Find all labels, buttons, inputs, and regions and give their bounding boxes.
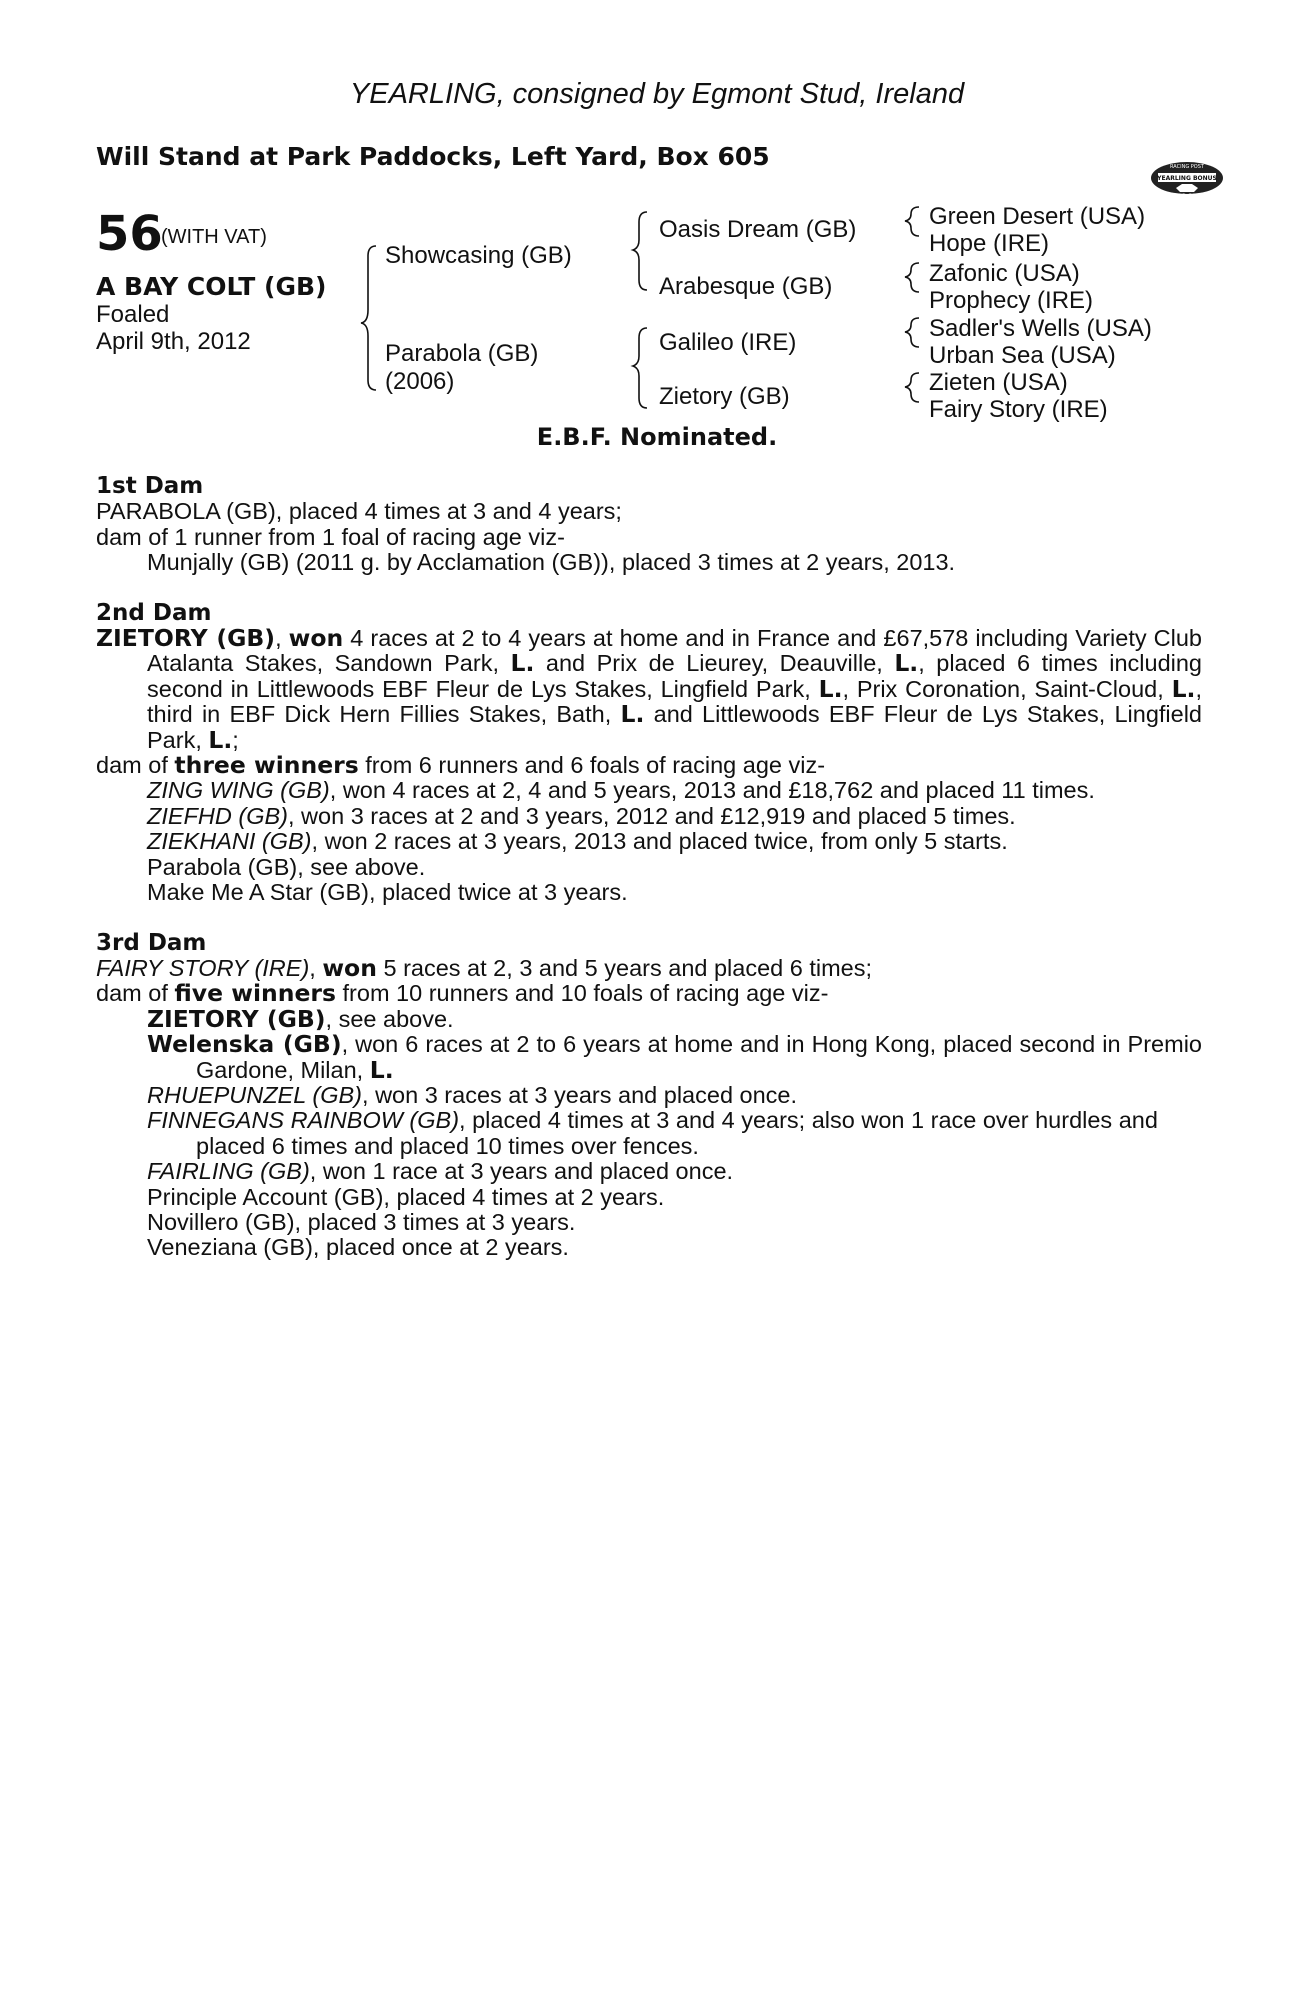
produce-text: from 6 runners and 6 foals of racing age viz-: [358, 752, 826, 779]
horse-record: , won 2 races at 3 years, 2013 and placed twice, from only 5 starts.: [311, 828, 1008, 855]
horse-record: , see above.: [325, 1005, 454, 1032]
brace-gen2-top: [633, 212, 647, 290]
third-dam-produce: [96, 981, 1202, 1006]
foaled-date: April 9th, 2012: [96, 328, 251, 355]
pedigree-gen3-6: Urban Sea (USA): [929, 342, 1116, 369]
stand-location: Will Stand at Park Paddocks, Left Yard, Box 605: [96, 142, 770, 171]
listed-marker: L.: [894, 649, 919, 678]
list-item: [96, 1159, 1202, 1184]
first-dam-line2: dam of 1 runner from 1 foal of racing age viz-: [96, 523, 565, 550]
winners-count: five winners: [174, 979, 336, 1008]
record-text: and Prix de Lieurey, Deauville,: [534, 650, 895, 677]
third-dam-section: [96, 931, 1202, 1261]
third-dam-name: FAIRY STORY (IRE): [96, 954, 310, 981]
pedigree-gen3-3: Zafonic (USA): [929, 260, 1080, 287]
second-dam-record: ZIETORY (GB), won 4 races at 2 to 4 years at home and in France and £67,578 including Variety Club Atalanta Stakes, Sandown Park, L. and Prix de Lieurey, Deauville, L., placed 6 times including second in Littlewoods EBF Fleur de Lys Stakes, Lingfield Park, L., Prix Coronation, Saint-Cloud, L., third in EBF Dick Hern Fillies Stakes, Bath, L. and Littlewoods EBF Fleur de Lys Stakes, Lingfield Park, L.;: [96, 624, 1203, 754]
lot-description: A BAY COLT (GB): [96, 272, 327, 301]
horse-name: ZING WING (GB): [147, 777, 330, 804]
record-text: 4 races at 2 to 4 years at home and in France and £67,578 including Variety Club Atalanta Stakes, Sandown Park,: [147, 625, 1202, 677]
horse-record: , placed 4 times at 3 and 4 years; also won 1 race over hurdles and placed 6 times and placed 10 times over fences.: [196, 1107, 1158, 1159]
record-text: ;: [232, 726, 239, 753]
pedigree-gen3-7: Zieten (USA): [929, 369, 1068, 396]
pedigree-gen3-4: Prophecy (IRE): [929, 287, 1094, 314]
first-dam-section: [96, 474, 1202, 576]
pedigree-dam-dam: Zietory (GB): [659, 383, 790, 410]
produce-text: from 10 runners and 10 foals of racing age viz-: [335, 980, 829, 1007]
list-item: Veneziana (GB), placed once at 2 years.: [147, 1234, 569, 1261]
list-item: Parabola (GB), see above.: [147, 853, 426, 880]
listed-marker: L.: [510, 649, 535, 678]
page-title: YEARLING, consigned by Egmont Stud, Ireland: [349, 78, 965, 110]
produce-text: dam of: [96, 980, 175, 1007]
listed-marker: L.: [818, 674, 843, 703]
brace-gen3-4: [905, 373, 919, 402]
horse-record: , won 3 races at 2 and 3 years, 2012 and £12,919 and placed 5 times.: [288, 802, 1016, 829]
listed-marker: L.: [1171, 674, 1196, 703]
list-item: [96, 829, 1202, 854]
brace-gen3-2: [905, 263, 919, 292]
lot-number: 56: [96, 206, 163, 262]
horse-record: , won 1 race at 3 years and placed once.: [309, 1158, 734, 1185]
horse-record: , won 4 races at 2, 4 and 5 years, 2013 and £18,762 and placed 11 times.: [329, 777, 1095, 804]
second-dam-name: ZIETORY (GB): [96, 624, 276, 653]
pedigree-sire-sire: Oasis Dream (GB): [659, 216, 857, 243]
listed-marker: L.: [620, 700, 645, 729]
pedigree-gen3-2: Hope (IRE): [929, 230, 1050, 257]
list-item: Novillero (GB), placed 3 times at 3 years.: [147, 1208, 576, 1235]
pedigree-gen3-1: Green Desert (USA): [929, 203, 1146, 230]
second-dam-title: 2nd Dam: [96, 599, 212, 626]
listed-marker: L.: [208, 725, 233, 754]
horse-record: , won 3 races at 3 years and placed once.: [362, 1081, 798, 1108]
record-text: , placed 6 times including second in Littlewoods EBF Fleur de Lys Stakes, Lingfield Park,: [147, 650, 1203, 702]
logo-middle-text: YEARLING BONUS: [1157, 175, 1217, 182]
vat-note: (WITH VAT): [161, 226, 267, 248]
third-dam-title: 3rd Dam: [96, 929, 207, 956]
listed-marker: L.: [369, 1055, 394, 1084]
horse-name: RHUEPUNZEL (GB): [147, 1081, 363, 1108]
pedigree-dam: Parabola (GB): [385, 340, 539, 367]
foaled-label: Foaled: [96, 301, 170, 328]
brace-gen3-3: [905, 318, 919, 347]
third-dam-record: [96, 953, 1202, 982]
horse-name: FAIRLING (GB): [147, 1158, 310, 1185]
list-item: Principle Account (GB), placed 4 times at 2 years.: [147, 1183, 665, 1210]
horse-name: FINNEGANS RAINBOW (GB): [147, 1107, 460, 1134]
horse-name: ZIETORY (GB): [147, 1004, 326, 1033]
record-text: , third in EBF Dick Hern Fillies Stakes, Bath,: [147, 675, 1202, 728]
produce-record: [96, 474, 1202, 1261]
brace-gen2-bottom: [633, 328, 647, 408]
brace-gen3-1: [905, 207, 919, 236]
record-text: ,: [309, 954, 323, 981]
ebf-nominated: E.B.F. Nominated.: [536, 423, 778, 451]
list-item: [96, 804, 1202, 829]
list-item: [96, 1083, 1202, 1108]
won-word: won: [288, 624, 344, 653]
list-item: [96, 1032, 1202, 1083]
pedigree-gen3-5: Sadler's Wells (USA): [929, 315, 1152, 342]
pedigree-dam-sire: Galileo (IRE): [659, 329, 797, 356]
record-text: and Littlewoods EBF Fleur de Lys Stakes, Lingfield Park,: [147, 701, 1202, 753]
horse-name: ZIEFHD (GB): [147, 802, 288, 829]
horse-name: Welenska (GB): [147, 1030, 342, 1059]
pedigree-sire-dam: Arabesque (GB): [659, 273, 833, 300]
logo-bottom-text: £10,000: [1173, 193, 1201, 200]
list-item: Make Me A Star (GB), placed twice at 3 years.: [147, 879, 628, 906]
pedigree-dam-year: (2006): [385, 368, 455, 395]
first-dam-title: 1st Dam: [96, 473, 204, 499]
pedigree-sire: Showcasing (GB): [385, 242, 572, 269]
horse-name: ZIEKHANI (GB): [147, 828, 312, 855]
first-dam-offspring: Munjally (GB) (2011 g. by Acclamation (GB)), placed 3 times at 2 years, 2013.: [147, 549, 956, 576]
produce-text: dam of: [96, 752, 175, 779]
first-dam-line1: PARABOLA (GB), placed 4 times at 3 and 4 years;: [96, 498, 622, 525]
won-word: won: [322, 953, 377, 982]
record-text: 5 races at 2, 3 and 5 years and placed 6 times;: [376, 954, 873, 981]
list-item: [96, 778, 1202, 803]
pedigree-gen3-8: Fairy Story (IRE): [929, 396, 1108, 423]
second-dam-section: [96, 601, 1202, 906]
logo-top-text: RACING POST: [1170, 164, 1204, 170]
record-text: , Prix Coronation, Saint-Cloud,: [842, 675, 1172, 702]
winners-count: three winners: [174, 751, 359, 780]
brace-gen1: [361, 246, 376, 390]
list-item: [96, 1004, 1202, 1033]
second-dam-produce: [96, 753, 1202, 778]
list-item: [96, 1108, 1202, 1159]
horse-record: , won 6 races at 2 to 6 years at home and in Hong Kong, placed second in Premio Gardone, Milan,: [196, 1031, 1202, 1083]
